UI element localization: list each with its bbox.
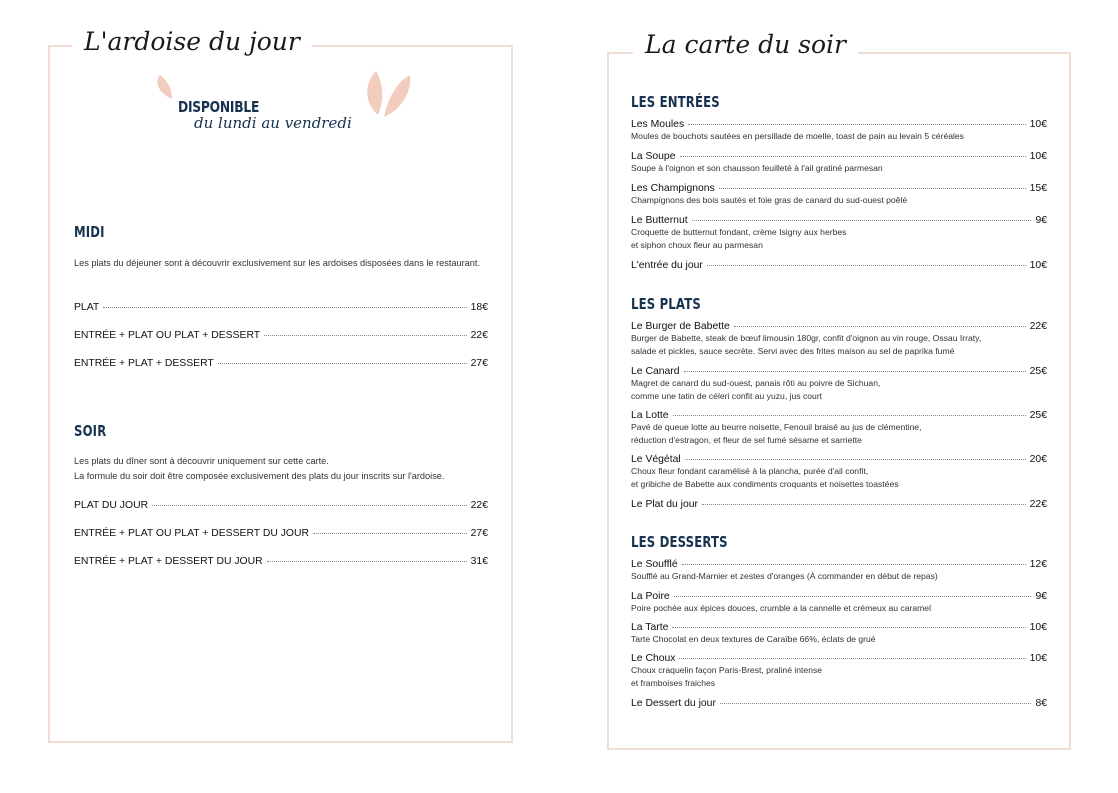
menu-item [631, 321, 1047, 357]
availability-subtitle: du lundi au vendredi [194, 114, 352, 132]
row-label: PLAT [74, 302, 100, 313]
item-price: 22€ [1029, 499, 1047, 510]
item-name: La Soupe [631, 151, 676, 162]
row-label: ENTRÉE + PLAT OU PLAT + DESSERT [74, 330, 261, 341]
item-row [631, 454, 1047, 465]
item-row [631, 321, 1047, 332]
item-name: Le Butternut [631, 215, 688, 226]
item-description: et siphon choux fleur au parmesan [631, 239, 763, 250]
item-name: Le Burger de Babette [631, 321, 730, 332]
item-row [631, 653, 1047, 664]
menu-item [631, 653, 1047, 689]
section-entrees-heading: LES ENTRÉES [631, 93, 720, 111]
item-row [631, 119, 1047, 130]
menu-item [631, 215, 1047, 251]
ardoise-title: L'ardoise du jour [72, 27, 312, 57]
item-row [631, 151, 1047, 162]
section-plats-heading: LES PLATS [631, 295, 701, 313]
item-price: 20€ [1029, 454, 1047, 465]
item-row [631, 559, 1047, 570]
menu-row [74, 528, 488, 539]
menu-item [631, 622, 1047, 646]
item-price: 22€ [1029, 321, 1047, 332]
item-price: 9€ [1035, 215, 1047, 226]
item-price: 8€ [1035, 698, 1047, 709]
soir-intro-2: La formule du soir doit être composée exclusivement des plats du jour inscrits sur l'ardoise. [74, 471, 445, 481]
item-description: Tarte Chocolat en deux textures de Caraïbe 66%, éclats de grué [631, 634, 876, 644]
carte-title: La carte du soir [633, 30, 858, 60]
menu-item [631, 366, 1047, 402]
menu-item [631, 260, 1047, 271]
row-price: 18€ [470, 302, 488, 313]
availability-title: DISPONIBLE [178, 98, 260, 116]
row-price: 31€ [470, 556, 488, 567]
item-price: 10€ [1029, 653, 1047, 664]
item-price: 25€ [1029, 410, 1047, 421]
item-description: comme une tatin de céleri confit au yuzu, jus court [631, 390, 823, 401]
menu-item [631, 499, 1047, 510]
menu-item [631, 119, 1047, 143]
item-row [631, 591, 1047, 602]
row-label: ENTRÉE + PLAT + DESSERT DU JOUR [74, 556, 263, 567]
item-name: La Tarte [631, 622, 669, 633]
item-description: Croquette de butternut fondant, crème Isigny aux herbes [631, 227, 847, 237]
item-description: Poire pochée aux épices douces, crumble a la cannelle et crémeux au caramel [631, 603, 931, 613]
leaf-icon [154, 73, 176, 101]
menu-row [74, 330, 488, 341]
menu-item [631, 410, 1047, 446]
item-description: Choux craquelin façon Paris-Brest, praliné intense [631, 665, 823, 675]
row-price: 22€ [470, 330, 488, 341]
midi-intro: Les plats du déjeuner sont à découvrir exclusivement sur les ardoises disposées dans le restaurant. [74, 258, 481, 268]
item-row [631, 260, 1047, 271]
section-desserts-heading: LES DESSERTS [631, 533, 728, 551]
item-description: Soufflé au Grand-Marnier et zestes d'oranges (À commander en début de repas) [631, 571, 938, 581]
row-price: 27€ [470, 528, 488, 539]
item-name: Le Choux [631, 653, 676, 664]
item-name: La Poire [631, 591, 670, 602]
item-description: salade et pickles, sauce secrète. Servi avec des frites maison au sel de paprika fumé [631, 345, 955, 356]
item-name: Le Canard [631, 366, 680, 377]
item-description: Burger de Babette, steak de bœuf limousin 180gr, confit d'oignon au vin rouge, Ossau Irraty, [631, 333, 982, 343]
item-description: Magret de canard du sud-ouest, panais rôti au poivre de Sichuan, [631, 378, 881, 388]
item-row [631, 366, 1047, 377]
item-name: Les Champignons [631, 183, 715, 194]
item-description: Pavé de queue lotte au beurre noisette, Fenouil braisé au jus de clémentine, [631, 422, 922, 432]
item-price: 12€ [1029, 559, 1047, 570]
item-price: 15€ [1029, 183, 1047, 194]
menu-row [74, 500, 488, 511]
item-price: 10€ [1029, 260, 1047, 271]
item-name: Le Végétal [631, 454, 681, 465]
carte-panel [607, 30, 1071, 750]
menu-row [74, 302, 488, 313]
item-name: La Lotte [631, 410, 669, 421]
item-description: Choux fleur fondant caramélisé à la plancha, purée d'ail confit, [631, 466, 869, 476]
item-description: Moules de bouchots sautées en persillade de moelle, toast de pain au levain 5 céréales [631, 131, 964, 141]
menu-item [631, 151, 1047, 175]
item-description: Soupe à l'oignon et son chausson feuilleté à l'ail gratiné parmesan [631, 163, 883, 173]
item-name: Le Dessert du jour [631, 698, 716, 709]
menu-row [74, 358, 488, 369]
leaf-icon [354, 63, 414, 123]
soir-intro-1: Les plats du dîner sont à découvrir uniquement sur cette carte. [74, 456, 329, 466]
row-label: ENTRÉE + PLAT + DESSERT [74, 358, 214, 369]
item-description: et framboises fraiches [631, 677, 716, 688]
item-price: 10€ [1029, 622, 1047, 633]
item-price: 10€ [1029, 119, 1047, 130]
item-price: 10€ [1029, 151, 1047, 162]
menu-item [631, 183, 1047, 207]
item-price: 25€ [1029, 366, 1047, 377]
item-price: 9€ [1035, 591, 1047, 602]
item-name: L'entrée du jour [631, 260, 703, 271]
menu-item [631, 559, 1047, 583]
item-name: Le Plat du jour [631, 499, 699, 510]
item-row [631, 410, 1047, 421]
item-description: Champignons des bois sautés et foie gras de canard du sud-ouest poêlé [631, 195, 908, 205]
row-label: ENTRÉE + PLAT OU PLAT + DESSERT DU JOUR [74, 528, 310, 539]
menu-item [631, 454, 1047, 490]
menu-item [631, 698, 1047, 709]
item-name: Le Soufflé [631, 559, 678, 570]
section-soir-heading: SOIR [74, 422, 107, 440]
menu-row [74, 556, 488, 567]
item-name: Les Moules [631, 119, 685, 130]
menu-item [631, 591, 1047, 615]
ardoise-panel [48, 27, 513, 743]
row-label: PLAT DU JOUR [74, 500, 149, 511]
item-row [631, 215, 1047, 226]
row-price: 27€ [470, 358, 488, 369]
item-row [631, 183, 1047, 194]
item-row [631, 698, 1047, 709]
item-row [631, 499, 1047, 510]
item-row [631, 622, 1047, 633]
row-price: 22€ [470, 500, 488, 511]
item-description: réduction d'estragon, et fleur de sel fumé sésame et sarriette [631, 434, 862, 445]
section-midi-heading: MIDI [74, 223, 105, 241]
availability-block [150, 63, 430, 153]
item-description: et gribiche de Babette aux condiments croquants et noisettes toastées [631, 478, 899, 489]
